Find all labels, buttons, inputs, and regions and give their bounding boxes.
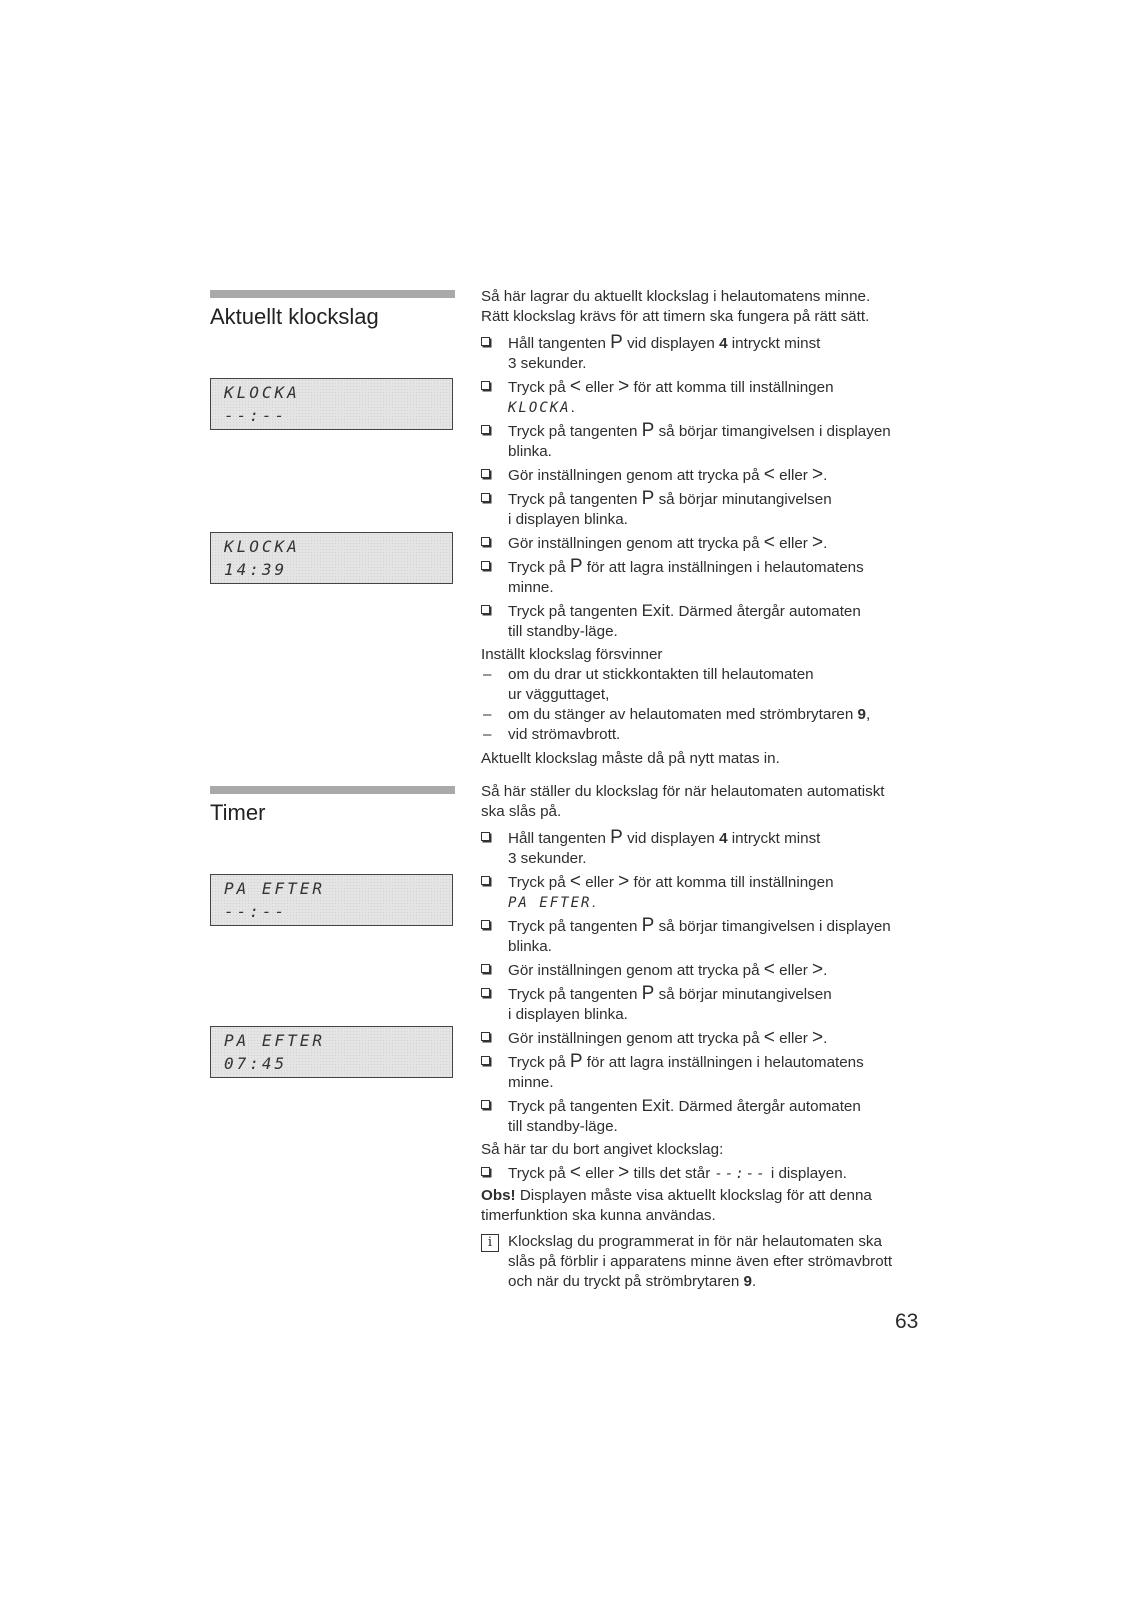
dash-item: – vid strömavbrott.	[483, 726, 621, 743]
list-item: Tryck på P för att lagra inställningen i helautomatens minne.	[481, 1052, 921, 1093]
text-line: slås på förblir i apparatens minne även efter strömavbrott	[508, 1253, 893, 1270]
list-item: Tryck på tangenten Exit. Därmed återgår automaten till standby-läge.	[481, 601, 921, 642]
lcd-display	[210, 1026, 453, 1078]
p-key-symbol: P	[610, 827, 623, 848]
text-line: Så här tar du bort angivet klockslag:	[481, 1141, 724, 1158]
left-arrow-key-symbol: <	[763, 532, 775, 553]
text-line: Så här lagrar du aktuellt klockslag i helautomatens minne.	[481, 288, 871, 305]
list-item: Tryck på < eller > för att komma till inställningen KLOCKA.	[481, 377, 921, 418]
list-item: Tryck på < eller > tills det står --:-- i displayen.	[481, 1163, 921, 1184]
list-item: Gör inställningen genom att trycka på < eller >.	[481, 960, 921, 981]
step-list	[481, 828, 921, 1226]
switch-reference: 9	[743, 1273, 752, 1290]
obs-note: Obs! Displayen måste visa aktuellt klockslag för att denna timerfunktion ska kunna användas.	[481, 1187, 872, 1224]
list-item: Håll tangenten P vid displayen 4 intryckt minst 3 sekunder.	[481, 333, 921, 374]
list-item: Tryck på P för att lagra inställningen i helautomatens minne.	[481, 557, 921, 598]
p-key-symbol: P	[641, 915, 655, 936]
section-title: Aktuellt klockslag	[210, 304, 379, 329]
list-item: Gör inställningen genom att trycka på < eller >.	[481, 1028, 921, 1049]
checkbox-bullet-icon	[481, 988, 490, 997]
dash-bullet: –	[483, 666, 492, 683]
info-note	[508, 1232, 892, 1292]
lcd-display	[210, 874, 453, 926]
right-arrow-key-symbol: >	[618, 376, 630, 397]
left-arrow-key-symbol: <	[763, 464, 775, 485]
lcd-line-2: --:--	[224, 406, 288, 425]
dash-item: – om du stänger av helautomaten med strömbrytaren 9,	[483, 706, 871, 723]
list-item: Tryck på tangenten Exit. Därmed återgår automaten till standby-läge.	[481, 1096, 921, 1137]
right-arrow-key-symbol: >	[812, 959, 824, 980]
checkbox-bullet-icon	[481, 381, 490, 390]
lcd-display	[210, 532, 453, 584]
lcd-line-1: KLOCKA	[224, 383, 300, 402]
section-rule	[210, 290, 455, 298]
page-number: 63	[895, 1310, 919, 1333]
list-item: Tryck på < eller > för att komma till inställningen PA EFTER.	[481, 872, 921, 913]
lcd-line-1: PA EFTER	[224, 1031, 326, 1050]
intro-paragraph	[481, 782, 885, 822]
list-item: Tryck på tangenten P så börjar minutangivelsen i displayen blinka.	[481, 489, 921, 530]
p-key-symbol: P	[610, 332, 623, 353]
checkbox-bullet-icon	[481, 561, 490, 570]
obs-label: Obs!	[481, 1187, 516, 1204]
checkbox-bullet-icon	[481, 425, 490, 434]
p-key-symbol: P	[641, 488, 655, 509]
checkbox-bullet-icon	[481, 832, 490, 841]
intro-paragraph	[481, 287, 870, 327]
list-item: Håll tangenten P vid displayen 4 intryckt minst 3 sekunder.	[481, 828, 921, 869]
dash-bullet: –	[483, 726, 492, 743]
checkbox-bullet-icon	[481, 1032, 490, 1041]
left-arrow-key-symbol: <	[569, 1162, 581, 1183]
checkbox-bullet-icon	[481, 1056, 490, 1065]
list-item: Tryck på tangenten P så börjar timangivelsen i displayen blinka.	[481, 421, 921, 462]
p-key-symbol: P	[641, 983, 655, 1004]
dash-bullet: –	[483, 706, 492, 723]
step-list	[481, 333, 921, 769]
checkbox-bullet-icon	[481, 1100, 490, 1109]
right-arrow-key-symbol: >	[618, 1162, 630, 1183]
checkbox-bullet-icon	[481, 1167, 490, 1176]
checkbox-bullet-icon	[481, 337, 490, 346]
lcd-line-1: KLOCKA	[224, 537, 300, 556]
p-key-symbol: P	[569, 556, 583, 577]
section-title: Timer	[210, 800, 266, 825]
list-item: Tryck på tangenten P så börjar timangivelsen i displayen blinka.	[481, 916, 921, 957]
text-line: Rätt klockslag krävs för att timern ska fungera på rätt sätt.	[481, 308, 870, 325]
right-arrow-key-symbol: >	[812, 464, 824, 485]
checkbox-bullet-icon	[481, 876, 490, 885]
checkbox-bullet-icon	[481, 920, 490, 929]
left-arrow-key-symbol: <	[569, 871, 581, 892]
left-arrow-key-symbol: <	[763, 1027, 775, 1048]
list-item: Gör inställningen genom att trycka på < eller >.	[481, 533, 921, 554]
right-arrow-key-symbol: >	[812, 1027, 824, 1048]
display-reference: 4	[719, 335, 728, 352]
lcd-line-1: PA EFTER	[224, 879, 326, 898]
list-item: Gör inställningen genom att trycka på < eller >.	[481, 465, 921, 486]
checkbox-bullet-icon	[481, 605, 490, 614]
checkbox-bullet-icon	[481, 537, 490, 546]
text-line: Så här ställer du klockslag för när helautomaten automatiskt	[481, 783, 885, 800]
text-line: och när du tryckt på strömbrytaren 9.	[508, 1273, 757, 1290]
list-item: Tryck på tangenten P så börjar minutangivelsen i displayen blinka.	[481, 984, 921, 1025]
text-line: Inställt klockslag försvinner	[481, 646, 663, 663]
lcd-line-2: --:--	[224, 902, 288, 921]
display-text: --:--	[714, 1166, 767, 1182]
checkbox-bullet-icon	[481, 493, 490, 502]
switch-reference: 9	[857, 706, 866, 723]
text-line: Aktuellt klockslag måste då på nytt matas in.	[481, 750, 780, 767]
checkbox-bullet-icon	[481, 469, 490, 478]
exit-key-symbol: Exit	[641, 1096, 671, 1115]
right-arrow-key-symbol: >	[618, 871, 630, 892]
p-key-symbol: P	[641, 420, 655, 441]
lcd-line-2: 14:39	[224, 560, 288, 579]
display-reference: 4	[719, 830, 728, 847]
checkbox-bullet-icon	[481, 964, 490, 973]
text-line: ska slås på.	[481, 803, 562, 820]
exit-key-symbol: Exit	[641, 601, 671, 620]
display-text: PA EFTER	[508, 895, 592, 911]
left-arrow-key-symbol: <	[763, 959, 775, 980]
info-icon: i	[481, 1234, 499, 1252]
p-key-symbol: P	[569, 1051, 583, 1072]
lcd-display	[210, 378, 453, 430]
lcd-line-2: 07:45	[224, 1054, 288, 1073]
right-arrow-key-symbol: >	[812, 532, 824, 553]
section-rule	[210, 786, 455, 794]
display-text: KLOCKA	[508, 400, 571, 416]
left-arrow-key-symbol: <	[569, 376, 581, 397]
text-line: Klockslag du programmerat in för när helautomaten ska	[508, 1233, 882, 1250]
dash-item: – om du drar ut stickkontakten till helautomaten ur vägguttaget,	[483, 666, 814, 703]
